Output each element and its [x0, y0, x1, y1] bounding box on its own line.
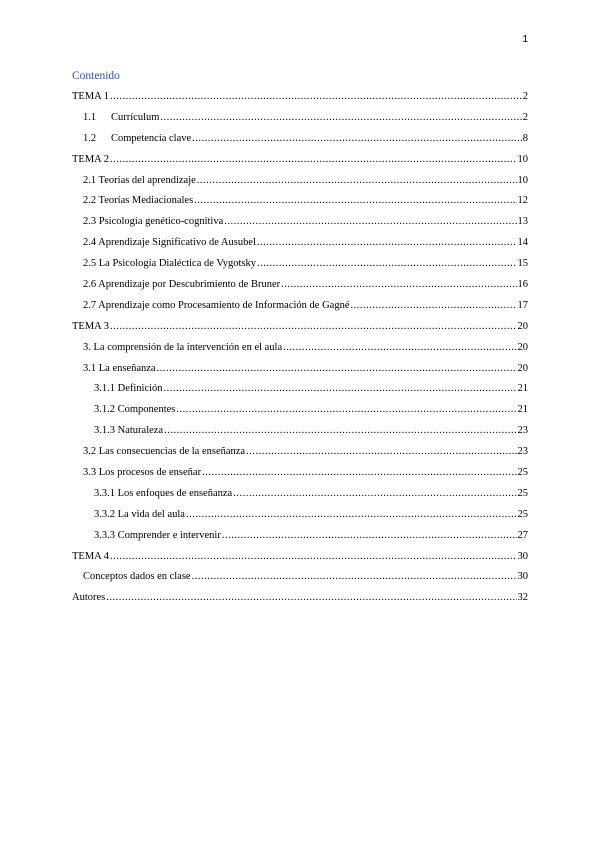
- toc-entry[interactable]: [72, 320, 528, 341]
- toc-entry-page: 25: [517, 487, 528, 499]
- toc-entry-title: TEMA 1: [72, 91, 110, 102]
- toc-entry-page: 17: [517, 299, 528, 311]
- toc-entry-title: 3.3.1 Los enfoques de enseñanza: [94, 487, 233, 499]
- toc-entry-label: [94, 424, 163, 438]
- toc-entry-page: 30: [517, 571, 528, 583]
- toc-entry-title: 3.1.3 Naturaleza: [94, 425, 164, 437]
- toc-entry-label: [83, 174, 196, 188]
- toc-entry-page: 2: [522, 111, 528, 123]
- toc-entry-page: 8: [522, 132, 528, 144]
- toc-entry[interactable]: [72, 445, 528, 466]
- toc-entry-title: Autores: [72, 592, 106, 604]
- dot-leader: [224, 215, 516, 229]
- dot-leader: [106, 591, 516, 605]
- dot-leader: [281, 278, 516, 292]
- toc-entry-page: 30: [517, 550, 528, 562]
- toc-entry[interactable]: [72, 278, 528, 299]
- toc-entry[interactable]: [72, 362, 528, 383]
- dot-leader: [197, 174, 517, 188]
- toc-entry-label: [83, 362, 156, 376]
- toc-entry-page: 12: [517, 195, 528, 207]
- toc-entry-page: 23: [517, 425, 528, 437]
- toc-entry-label: [83, 299, 350, 313]
- toc-entry-label: [83, 570, 191, 584]
- dot-leader: [192, 132, 522, 146]
- toc-entry-page: 25: [517, 508, 528, 520]
- toc-entry-title: 2.7 Aprendizaje como Procesamiento de Información de Gagné: [83, 299, 350, 311]
- toc-entry[interactable]: [72, 382, 528, 403]
- toc-entry-title: 2.2 Teorías Mediacionales: [83, 195, 194, 207]
- toc-entry[interactable]: [72, 174, 528, 195]
- dot-leader: [202, 466, 516, 480]
- toc-entry-page: 21: [517, 404, 528, 416]
- toc-entry-page: 32: [517, 592, 528, 604]
- dot-leader: [110, 550, 516, 564]
- toc-entry-page: 20: [517, 362, 528, 374]
- toc-entry-title: Currículum: [111, 111, 160, 123]
- toc-entry-page: 21: [517, 383, 528, 395]
- toc-entry-title: 3.1.2 Componentes: [94, 404, 176, 416]
- toc-entry-page: 25: [517, 467, 528, 479]
- toc-entry[interactable]: [72, 466, 528, 487]
- toc-entry[interactable]: [72, 153, 528, 174]
- toc-entry-label: [83, 445, 245, 459]
- dot-leader: [160, 111, 521, 125]
- toc-entry-label: [83, 236, 256, 250]
- toc-entry[interactable]: [72, 591, 528, 612]
- toc-entry-page: 20: [517, 320, 528, 332]
- dot-leader: [164, 382, 517, 396]
- table-of-contents: [72, 90, 528, 612]
- dot-leader: [194, 194, 516, 208]
- toc-entry[interactable]: [72, 570, 528, 591]
- toc-entry-label: [94, 487, 232, 501]
- toc-entry-label: [72, 591, 105, 605]
- toc-entry-page: 16: [517, 279, 528, 291]
- dot-leader: [192, 570, 517, 584]
- toc-entry-label: [72, 153, 109, 167]
- toc-entry-label: [94, 508, 185, 522]
- toc-entry-title: 2.5 La Psicología Dialéctica de Vygotsky: [83, 258, 257, 270]
- toc-entry-label: [83, 132, 191, 146]
- toc-entry-title: TEMA 4: [72, 550, 110, 562]
- dot-leader: [176, 403, 516, 417]
- toc-entry-title: 3. La comprensión de la intervención en el aula: [83, 341, 283, 353]
- toc-entry-title: 2.1 Teorías del aprendizaje: [83, 174, 196, 186]
- dot-leader: [157, 362, 517, 376]
- toc-entry-label: [94, 382, 163, 396]
- toc-entry[interactable]: [72, 215, 528, 236]
- toc-entry-title: TEMA 3: [72, 320, 110, 332]
- toc-entry-page: 10: [517, 153, 528, 165]
- dot-leader: [110, 90, 522, 104]
- toc-entry-label: [83, 111, 159, 125]
- toc-entry-title: 3.3 Los procesos de enseñar: [83, 467, 202, 479]
- toc-entry-label: [72, 90, 109, 104]
- toc-entry[interactable]: [72, 90, 528, 111]
- toc-entry-page: 10: [517, 174, 528, 186]
- toc-entry-page: 14: [517, 237, 528, 249]
- page-number: 1: [522, 34, 528, 45]
- toc-entry[interactable]: [72, 194, 528, 215]
- toc-entry-label: [94, 529, 221, 543]
- toc-entry[interactable]: [72, 424, 528, 445]
- toc-entry-page: 20: [517, 341, 528, 353]
- dot-leader: [222, 529, 517, 543]
- toc-entry-label: [83, 257, 256, 271]
- toc-entry-label: [83, 466, 201, 480]
- toc-entry[interactable]: [72, 529, 528, 550]
- toc-entry-title: 2.6 Aprendizaje por Descubrimiento de Bruner: [83, 279, 281, 291]
- toc-entry[interactable]: [72, 487, 528, 508]
- toc-heading: Contenido: [72, 70, 120, 82]
- dot-leader: [110, 153, 516, 167]
- toc-entry-label: [94, 403, 175, 417]
- toc-entry-title: Competencia clave: [111, 132, 192, 144]
- toc-entry-title: 2.3 Psicología genético-cognitiva: [83, 216, 224, 228]
- toc-entry-label: [83, 341, 282, 355]
- toc-entry-number: 1.1: [83, 111, 97, 123]
- dot-leader: [257, 257, 516, 271]
- toc-entry-title: 3.1 La enseñanza: [83, 362, 156, 374]
- toc-entry-label: [72, 550, 109, 564]
- toc-entry[interactable]: [72, 257, 528, 278]
- toc-entry-label: [83, 215, 223, 229]
- toc-entry[interactable]: [72, 550, 528, 571]
- toc-entry-title: TEMA 2: [72, 153, 110, 165]
- dot-leader: [233, 487, 516, 501]
- dot-leader: [283, 341, 516, 355]
- dot-leader: [257, 236, 517, 250]
- toc-entry-title: 3.2 Las consecuencias de la enseñanza: [83, 446, 246, 458]
- dot-leader: [164, 424, 516, 438]
- toc-entry-number: 1.2: [83, 132, 97, 144]
- toc-entry-title: 3.1.1 Definición: [94, 383, 163, 395]
- toc-entry[interactable]: [72, 341, 528, 362]
- toc-entry-label: [83, 194, 193, 208]
- toc-entry-title: Conceptos dados en clase: [83, 571, 191, 583]
- toc-entry[interactable]: [72, 508, 528, 529]
- toc-entry[interactable]: [72, 236, 528, 257]
- toc-entry-label: [83, 278, 280, 292]
- toc-entry-label: [72, 320, 109, 334]
- dot-leader: [110, 320, 516, 334]
- toc-entry[interactable]: [72, 111, 528, 132]
- toc-entry-title: 3.3.2 La vida del aula: [94, 508, 185, 520]
- toc-entry-page: 2: [522, 91, 528, 102]
- toc-entry-page: 15: [517, 258, 528, 270]
- toc-entry[interactable]: [72, 132, 528, 153]
- toc-entry-title: 2.4 Aprendizaje Significativo de Ausubel: [83, 237, 256, 249]
- toc-entry-page: 27: [517, 529, 528, 541]
- dot-leader: [246, 445, 516, 459]
- toc-entry-title: 3.3.3 Comprender e intervenir: [94, 529, 221, 541]
- dot-leader: [351, 299, 517, 313]
- toc-entry[interactable]: [72, 403, 528, 424]
- toc-entry[interactable]: [72, 299, 528, 320]
- dot-leader: [186, 508, 517, 522]
- toc-entry-page: 13: [517, 216, 528, 228]
- toc-entry-page: 23: [517, 446, 528, 458]
